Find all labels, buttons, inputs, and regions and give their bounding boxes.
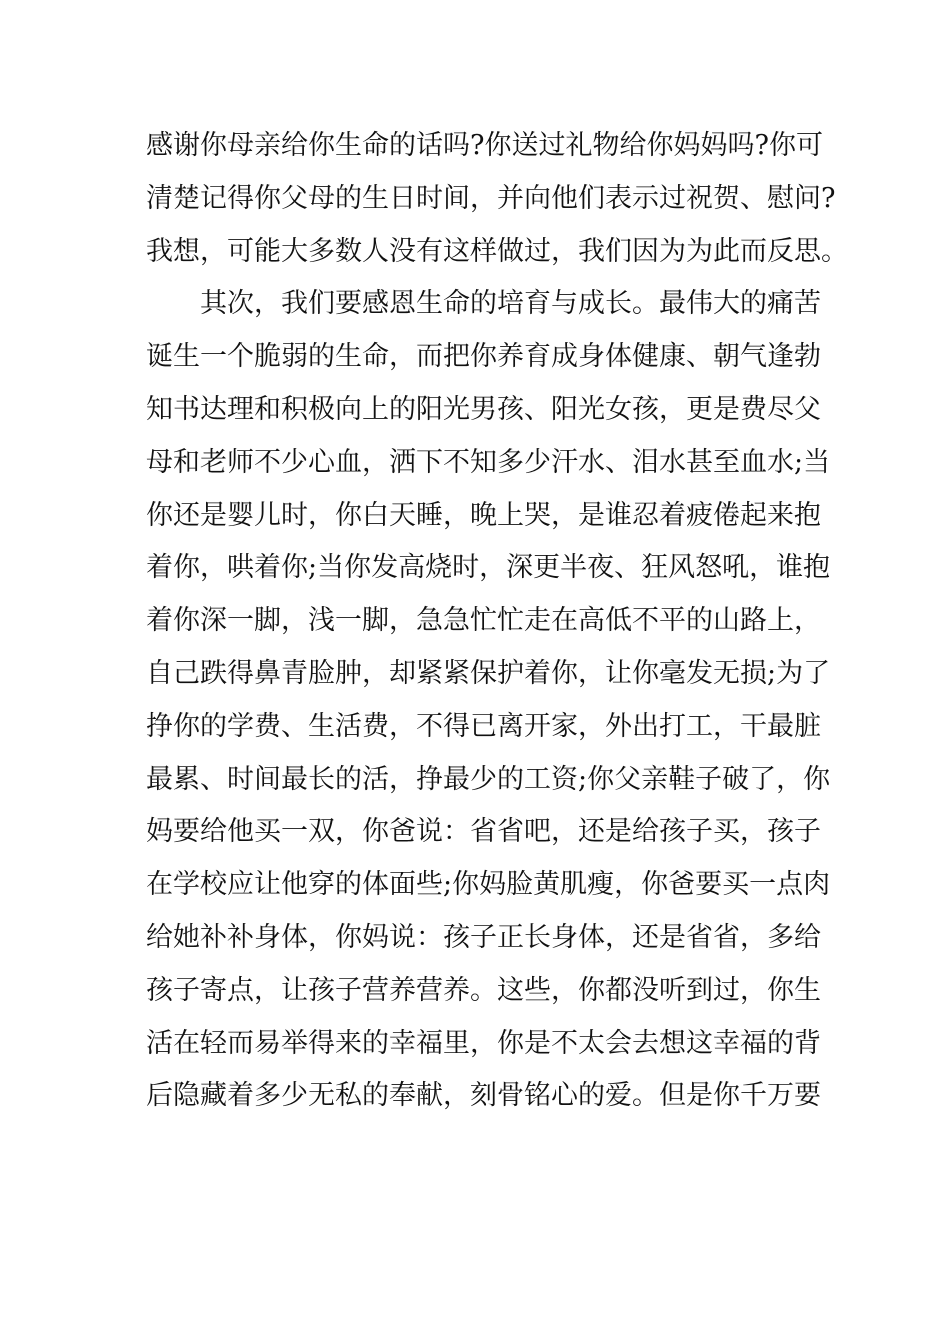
text-line: 感谢你母亲给你生命的话吗?你送过礼物给你妈妈吗?你可 <box>146 130 823 161</box>
text-line: 知书达理和积极向上的阳光男孩、阳光女孩，更是费尽父 <box>146 393 821 425</box>
text-line: 给她补补身体，你妈说：孩子正长身体，还是省省，多给 <box>146 921 821 953</box>
text-line: 母和老师不少心血，洒下不知多少汗水、泪水甚至血水;当 <box>146 446 831 478</box>
text-line: 挣你的学费、生活费，不得已离开家，外出打工，干最脏 <box>146 710 821 742</box>
text-line: 妈要给他买一双，你爸说：省省吧，还是给孩子买，孩子 <box>146 816 821 848</box>
text-line: 活在轻而易举得来的幸福里，你是不太会去想这幸福的背 <box>146 1027 821 1059</box>
body-text <box>146 120 848 1123</box>
text-line: 我想，可能大多数人没有这样做过，我们因为为此而反思。 <box>146 235 848 267</box>
paragraph-first-line: 其次，我们要感恩生命的培育与成长。最伟大的痛苦 <box>200 288 821 320</box>
text-line: 清楚记得你父母的生日时间，并向他们表示过祝贺、慰问? <box>146 182 836 214</box>
text-line: 诞生一个脆弱的生命，而把你养育成身体健康、朝气逢勃 <box>146 341 821 373</box>
text-line: 着你，哄着你;当你发高烧时，深更半夜、狂风怒吼，谁抱 <box>146 552 831 584</box>
text-line: 你还是婴儿时，你白天睡，晚上哭，是谁忍着疲倦起来抱 <box>146 499 821 531</box>
text-line: 自己跌得鼻青脸肿，却紧紧保护着你，让你毫发无损;为了 <box>146 657 831 689</box>
text-line: 最累、时间最长的活，挣最少的工资;你父亲鞋子破了，你 <box>146 763 831 795</box>
text-line: 着你深一脚，浅一脚，急急忙忙走在高低不平的山路上， <box>146 605 821 637</box>
text-line: 在学校应让他穿的体面些;你妈脸黄肌瘦，你爸要买一点肉 <box>146 869 831 901</box>
text-line: 孩子寄点，让孩子营养营养。这些，你都没听到过，你生 <box>146 974 821 1006</box>
text-line: 后隐藏着多少无私的奉献，刻骨铭心的爱。但是你千万要 <box>146 1080 821 1112</box>
